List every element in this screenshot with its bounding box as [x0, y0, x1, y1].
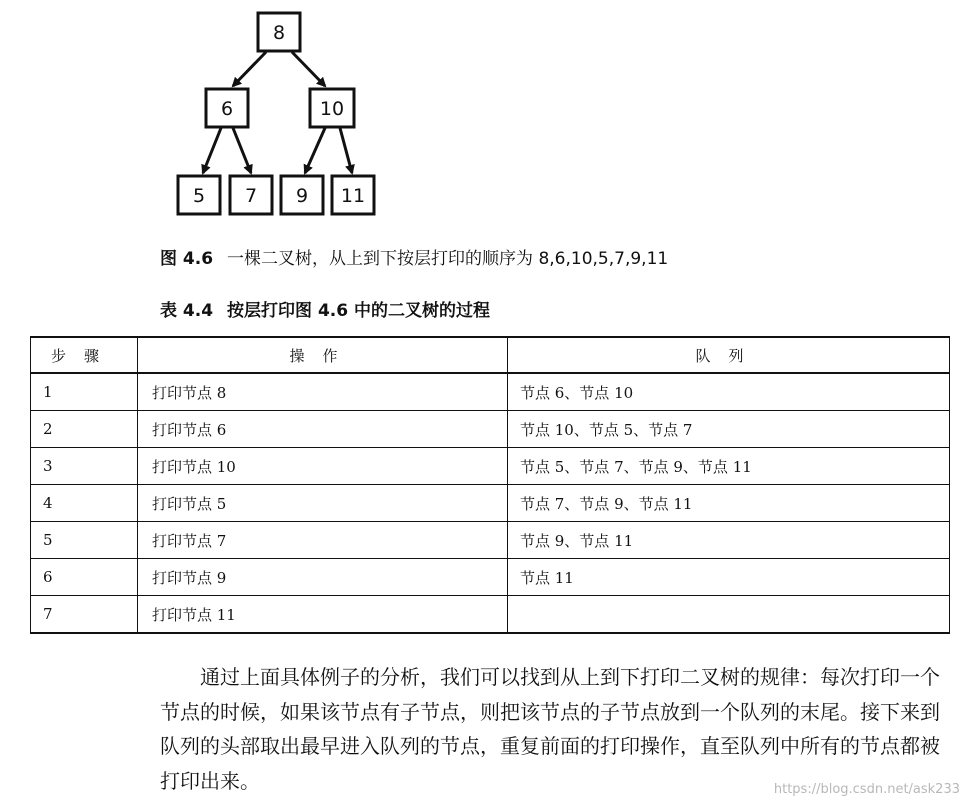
tree-node-6 [206, 89, 248, 127]
edge-6-5 [203, 128, 221, 173]
edge-8-10 [292, 52, 325, 86]
table-header-row [31, 337, 950, 373]
cell-step: 2 [31, 411, 138, 448]
tree-node-label: 6 [220, 98, 234, 120]
cell-step: 7 [31, 596, 138, 634]
cell-operation: 打印节点 8 [138, 373, 508, 411]
table-caption [160, 296, 490, 321]
table-row [31, 522, 950, 559]
cell-operation: 打印节点 5 [138, 485, 508, 522]
table-row [31, 448, 950, 485]
table-row [31, 373, 950, 411]
figure-number: 图 4.6 [160, 249, 214, 269]
header-operation: 操作 [138, 337, 508, 373]
tree-node-label: 9 [295, 185, 309, 207]
table-caption-text: 按层打印图 4.6 中的二叉树的过程 [227, 301, 490, 321]
edge-8-6 [233, 52, 266, 86]
tree-node-label: 11 [340, 185, 366, 207]
tree-node-8 [258, 13, 300, 51]
cell-step: 5 [31, 522, 138, 559]
cell-queue: 节点 6、节点 10 [508, 373, 950, 411]
tree-node-label: 10 [319, 98, 345, 120]
table-row [31, 596, 950, 634]
cell-queue: 节点 11 [508, 559, 950, 596]
tree-node-label: 8 [272, 22, 286, 44]
table-row [31, 559, 950, 596]
tree-node-10 [310, 89, 354, 127]
tree-node-5 [178, 176, 220, 214]
cell-queue: 节点 10、节点 5、节点 7 [508, 411, 950, 448]
cell-queue: 节点 9、节点 11 [508, 522, 950, 559]
watermark-url: https://blog.csdn.net/ask233 [773, 782, 960, 797]
tree-node-7 [230, 176, 272, 214]
header-queue: 队列 [508, 337, 950, 373]
cell-operation: 打印节点 9 [138, 559, 508, 596]
cell-operation: 打印节点 10 [138, 448, 508, 485]
tree-node-11 [332, 176, 374, 214]
cell-queue: 节点 5、节点 7、节点 9、节点 11 [508, 448, 950, 485]
cell-operation: 打印节点 7 [138, 522, 508, 559]
cell-operation: 打印节点 6 [138, 411, 508, 448]
cell-step: 1 [31, 373, 138, 411]
cell-step: 6 [31, 559, 138, 596]
binary-tree-diagram [0, 0, 968, 230]
header-step: 步骤 [31, 337, 138, 373]
figure-caption-text: 一棵二叉树，从上到下按层打印的顺序为 8,6,10,5,7,9,11 [227, 249, 669, 269]
cell-queue [508, 596, 950, 634]
table-number: 表 4.4 [160, 301, 214, 321]
edge-6-7 [233, 128, 251, 173]
tree-node-label: 7 [244, 185, 258, 207]
cell-queue: 节点 7、节点 9、节点 11 [508, 485, 950, 522]
print-process-table [30, 336, 950, 634]
cell-step: 4 [31, 485, 138, 522]
cell-step: 3 [31, 448, 138, 485]
body-paragraph: 通过上面具体例子的分析，我们可以找到从上到下打印二叉树的规律：每次打印一个节点的时候，如果该节点有子节点，则把该节点的子节点放到一个队列的末尾。接下来到队列的头部取出最早进入队列的节点，重复前面的打印操作，直至队列中所有的节点都被打印出来。 [160, 665, 940, 793]
figure-caption [160, 244, 668, 269]
edge-10-11 [340, 128, 352, 173]
tree-node-9 [281, 176, 323, 214]
table-row [31, 485, 950, 522]
table-row [31, 411, 950, 448]
edge-10-9 [305, 128, 325, 173]
cell-operation: 打印节点 11 [138, 596, 508, 634]
tree-node-label: 5 [192, 185, 206, 207]
